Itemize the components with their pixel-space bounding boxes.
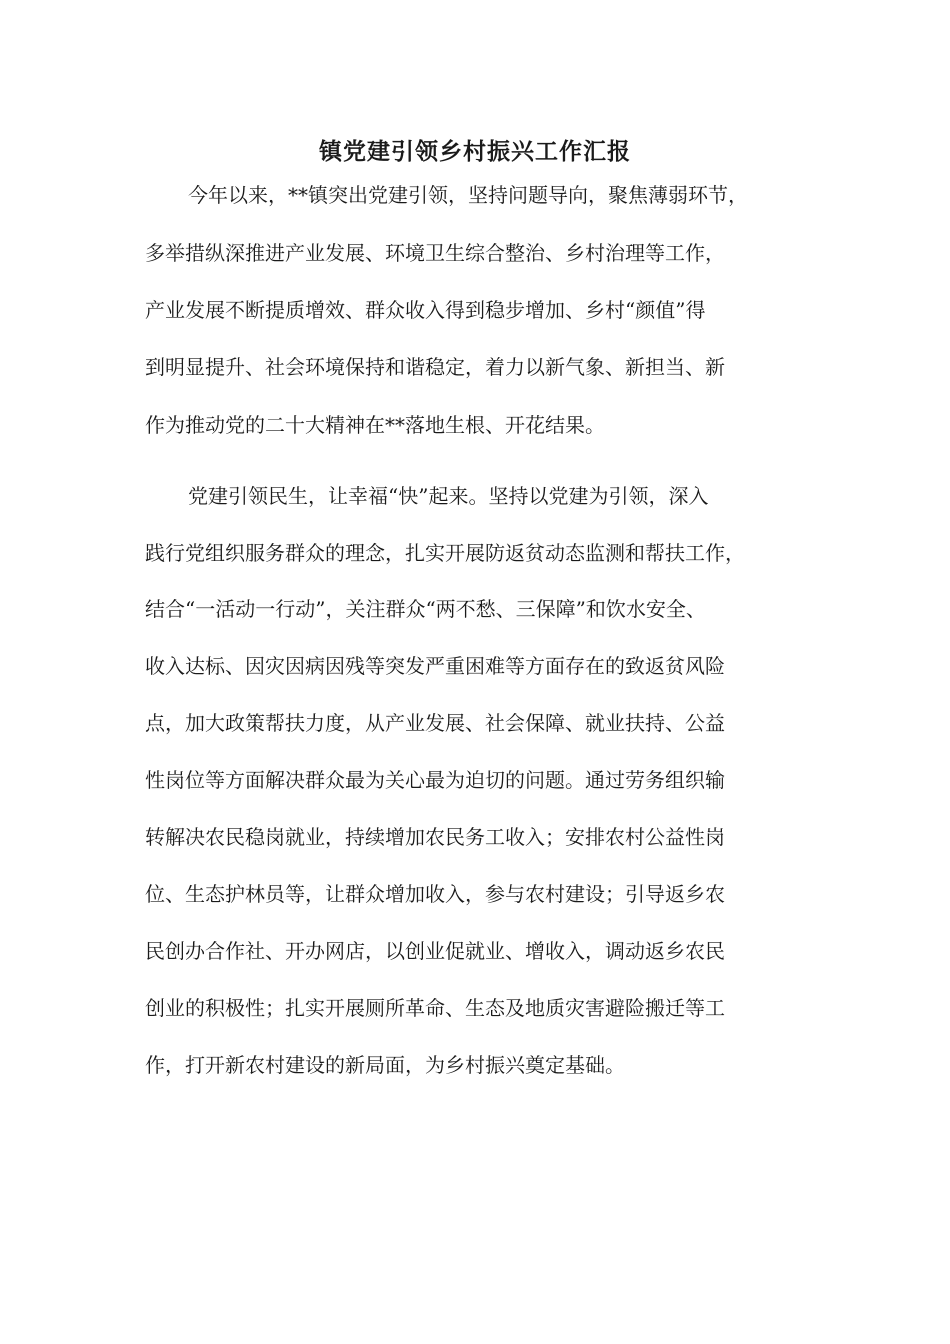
document-title: 镇党建引领乡村振兴工作汇报 <box>319 138 631 165</box>
paragraph-2-line-5: 点，加大政策帮扶力度，从产业发展、社会保障、就业扶持、公益 <box>145 711 725 735</box>
paragraph-2-line-2: 践行党组织服务群众的理念，扎实开展防返贫动态监测和帮扶工作， <box>145 541 745 565</box>
paragraph-2-line-3: 结合“一活动一行动”，关注群众“两不愁、三保障”和饮水安全、 <box>145 597 706 621</box>
paragraph-1-line-4: 到明显提升、社会环境保持和谐稳定，着力以新气象、新担当、新 <box>145 355 725 379</box>
paragraph-2-line-1: 党建引领民生，让幸福“快”起来。坚持以党建为引领，深入 <box>188 484 709 508</box>
paragraph-1-line-5: 作为推动党的二十大精神在**落地生根、开花结果。 <box>145 413 605 437</box>
paragraph-1-line-3: 产业发展不断提质增效、群众收入得到稳步增加、乡村“颜值”得 <box>145 298 706 322</box>
paragraph-2-line-8: 位、生态护林员等，让群众增加收入，参与农村建设；引导返乡农 <box>145 882 725 906</box>
paragraph-2-line-10: 创业的积极性；扎实开展厕所革命、生态及地质灾害避险搬迁等工 <box>145 996 725 1020</box>
paragraph-2-line-9: 民创办合作社、开办网店，以创业促就业、增收入，调动返乡农民 <box>145 939 725 963</box>
paragraph-2-line-6: 性岗位等方面解决群众最为关心最为迫切的问题。通过劳务组织输 <box>145 768 725 792</box>
paragraph-1-line-2: 多举措纵深推进产业发展、环境卫生综合整治、乡村治理等工作， <box>145 241 725 265</box>
paragraph-1-line-1: 今年以来，**镇突出党建引领，坚持问题导向，聚焦薄弱环节， <box>188 183 748 207</box>
paragraph-2-line-4: 收入达标、因灾因病因残等突发严重困难等方面存在的致返贫风险 <box>145 654 725 678</box>
paragraph-2-line-7: 转解决农民稳岗就业，持续增加农民务工收入；安排农村公益性岗 <box>145 825 725 849</box>
paragraph-2-line-11: 作，打开新农村建设的新局面，为乡村振兴奠定基础。 <box>145 1053 625 1077</box>
